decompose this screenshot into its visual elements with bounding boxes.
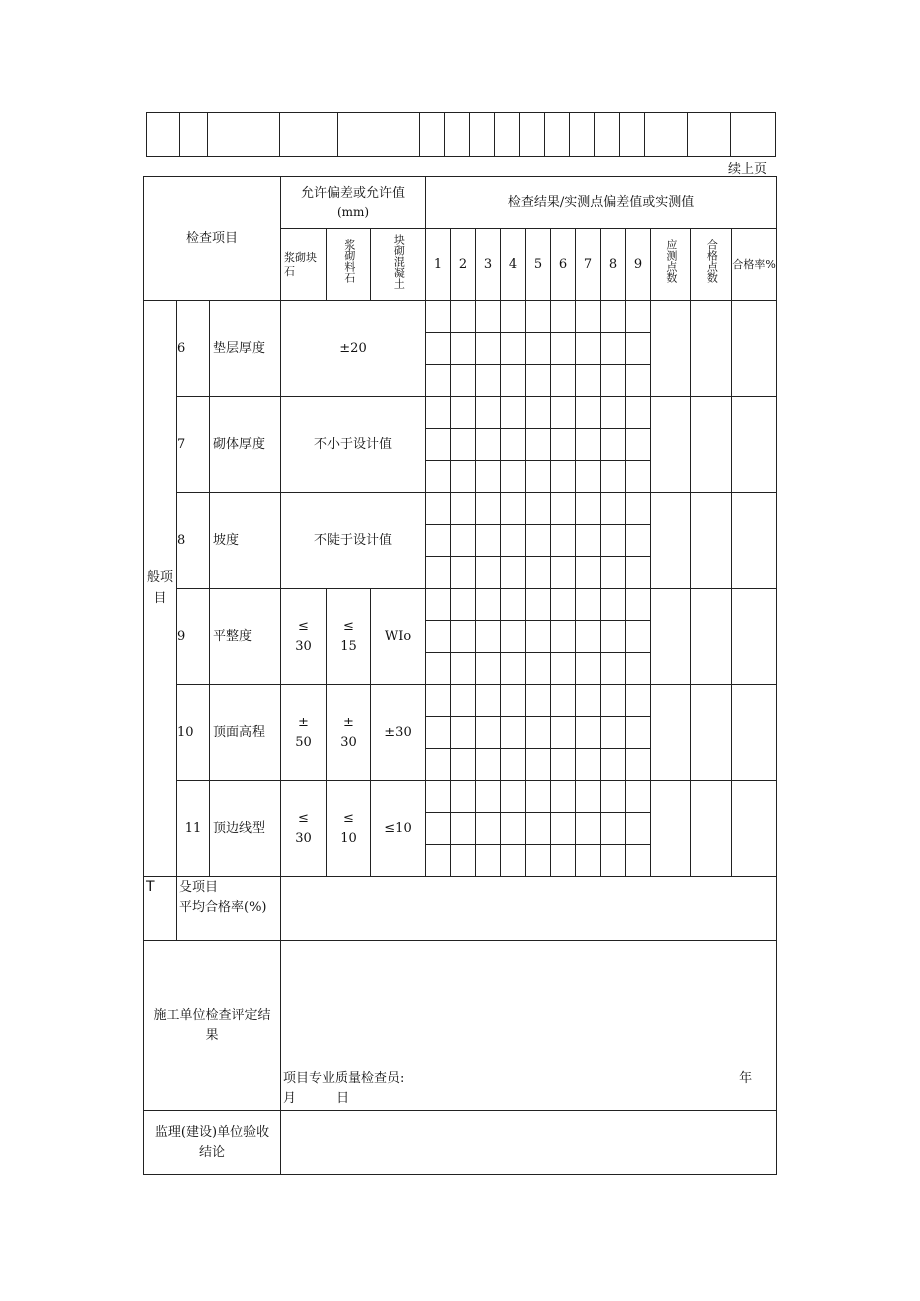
supervision-result bbox=[281, 1111, 777, 1175]
col-qualified-points: 合格点数 bbox=[691, 229, 732, 301]
item-name: 顶面高程 bbox=[210, 685, 281, 781]
item-tolerance: 不陡于设计值 bbox=[281, 493, 426, 589]
item-number: 6 bbox=[177, 301, 210, 397]
col-pass-rate: 合格率% bbox=[732, 229, 777, 301]
tolerance-mortar-material: ± 30 bbox=[327, 685, 371, 781]
point-number: 7 bbox=[576, 229, 601, 301]
tolerance-header bbox=[281, 177, 426, 229]
top-partial-table bbox=[146, 112, 776, 157]
inspection-table bbox=[143, 176, 777, 1175]
date-year: 年 bbox=[739, 1071, 753, 1086]
item-number: 7 bbox=[177, 397, 210, 493]
point-number: 6 bbox=[551, 229, 576, 301]
point-number: 4 bbox=[501, 229, 526, 301]
item-name: 平整度 bbox=[210, 589, 281, 685]
tolerance-mortar-block: ± 50 bbox=[281, 685, 327, 781]
tolerance-mortar-block: ≤ 30 bbox=[281, 781, 327, 877]
summary-label: 殳项目 平均合格率(%) bbox=[177, 877, 281, 941]
point-number: 3 bbox=[476, 229, 501, 301]
continued-label: 续上页 bbox=[728, 162, 768, 177]
item-name: 垫层厚度 bbox=[210, 301, 281, 397]
inspector-label: 项目专业质量检查员: bbox=[283, 1071, 405, 1086]
supervision-label: 监理(建设)单位验收结论 bbox=[144, 1111, 281, 1175]
tolerance-unit: (mm) bbox=[336, 205, 370, 220]
item-number: 11 bbox=[177, 781, 210, 877]
point-number: 9 bbox=[626, 229, 651, 301]
tolerance-concrete-block: WIo bbox=[371, 589, 426, 685]
tolerance-mortar-block: ≤ 30 bbox=[281, 589, 327, 685]
point-number: 1 bbox=[426, 229, 451, 301]
date-month: 月 bbox=[283, 1090, 297, 1106]
point-number: 5 bbox=[526, 229, 551, 301]
tolerance-concrete-block: ±30 bbox=[371, 685, 426, 781]
item-tolerance: 不小于设计值 bbox=[281, 397, 426, 493]
tolerance-mortar-material: ≤ 10 bbox=[327, 781, 371, 877]
construction-label: 施工单位检查评定结果 bbox=[144, 941, 281, 1111]
tolerance-label: 允许偏差或允许值 bbox=[301, 185, 406, 201]
col-concrete-block: 块砌混凝土 bbox=[371, 229, 426, 301]
date-day: 日 bbox=[336, 1090, 350, 1106]
results-header: 检查结果/实测点偏差值或实测值 bbox=[426, 177, 777, 229]
item-header: 检查项目 bbox=[144, 177, 281, 301]
item-tolerance: ±20 bbox=[281, 301, 426, 397]
item-name: 砌体厚度 bbox=[210, 397, 281, 493]
tolerance-concrete-block: ≤10 bbox=[371, 781, 426, 877]
summary-mark: T bbox=[144, 877, 177, 941]
point-number: 8 bbox=[601, 229, 626, 301]
summary-value bbox=[281, 877, 777, 941]
construction-result bbox=[281, 941, 777, 1111]
tolerance-mortar-material: ≤ 15 bbox=[327, 589, 371, 685]
item-number: 10 bbox=[177, 685, 210, 781]
col-mortar-material: 浆砌料石 bbox=[327, 229, 371, 301]
general-items-label: 般项目 bbox=[144, 301, 177, 877]
col-mortar-block: 浆砌块石 bbox=[281, 229, 327, 301]
item-number: 8 bbox=[177, 493, 210, 589]
item-number: 9 bbox=[177, 589, 210, 685]
col-points-to-measure: 应测点数 bbox=[651, 229, 691, 301]
item-name: 顶边线型 bbox=[210, 781, 281, 877]
item-name: 坡度 bbox=[210, 493, 281, 589]
point-number: 2 bbox=[451, 229, 476, 301]
